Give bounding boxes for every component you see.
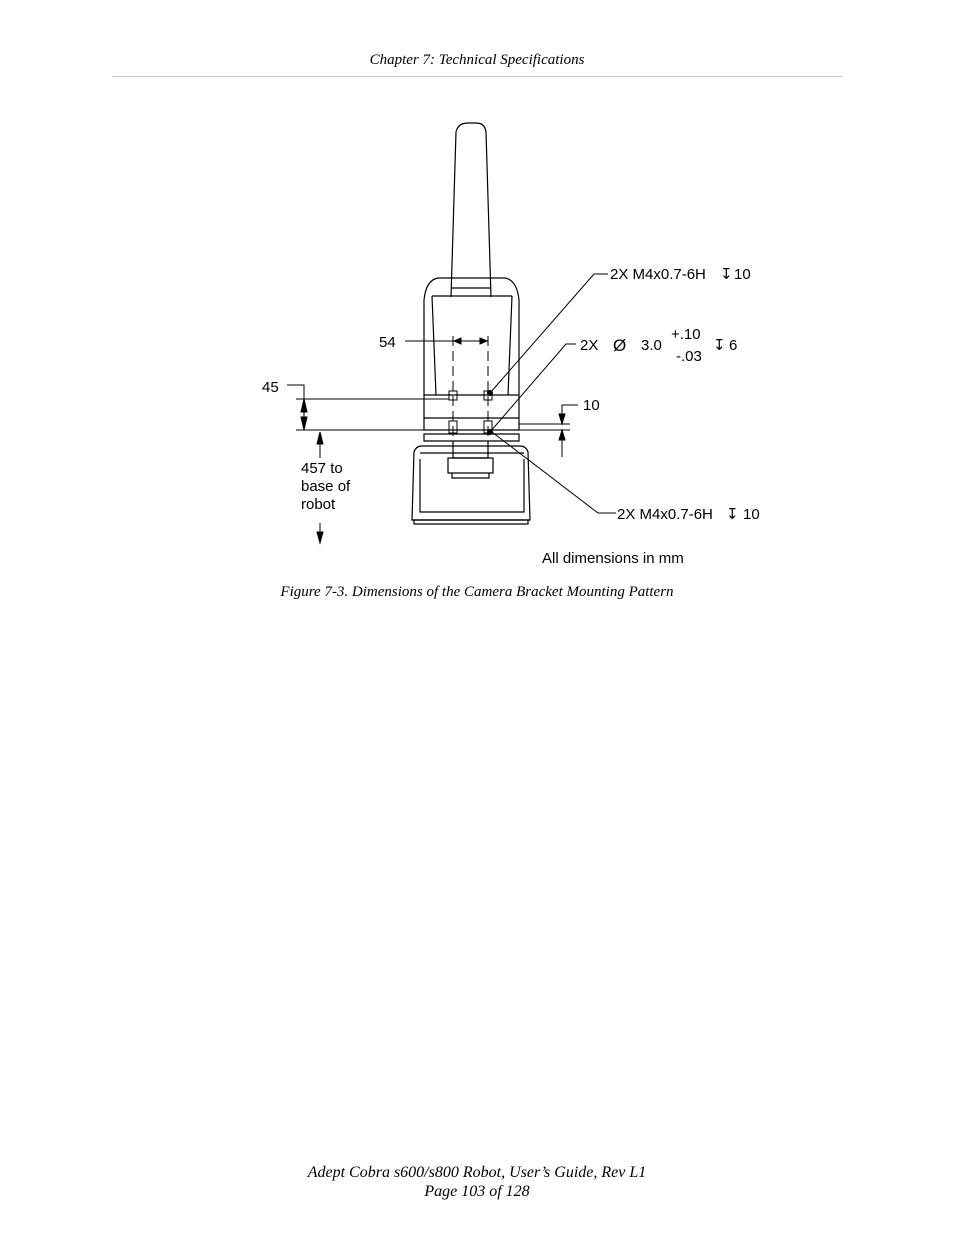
- bottom-thread-depth: 10: [743, 506, 760, 523]
- dim-base-line2: base of: [301, 478, 351, 495]
- pin-hole-count: 2X: [580, 337, 599, 354]
- depth-icon: ↧: [726, 506, 739, 523]
- running-head: Chapter 7: Technical Specifications: [369, 52, 585, 68]
- pin-hole-tol-minus: -.03: [676, 348, 702, 365]
- page-footer: [0, 1163, 954, 1201]
- pin-hole-depth: 6: [729, 337, 738, 354]
- dim-base-line1: 457 to: [301, 460, 343, 477]
- pin-hole-tol-plus: +.10: [671, 326, 701, 343]
- pin-hole-nominal: 3.0: [641, 337, 662, 354]
- bottom-thread-spec: 2X M4x0.7-6H: [617, 506, 713, 523]
- depth-icon: ↧: [713, 337, 726, 354]
- dim-vertical-spacing: 45: [262, 379, 279, 396]
- top-thread-depth: 10: [734, 266, 751, 283]
- robot-outline: [412, 123, 530, 524]
- hole-pattern: [287, 274, 616, 543]
- top-thread-spec: 2X M4x0.7-6H: [610, 266, 706, 283]
- footer-doc-title: Adept Cobra s600/s800 Robot, User’s Guide, Rev L1: [307, 1164, 647, 1181]
- dim-base-line3: robot: [301, 496, 336, 513]
- units-note: All dimensions in mm: [542, 550, 684, 567]
- dim-offset: 10: [583, 397, 600, 414]
- dim-horizontal-spacing: 54: [379, 334, 396, 351]
- figure-caption: Figure 7-3. Dimensions of the Camera Bracket Mounting Pattern: [280, 584, 674, 600]
- diameter-icon: Ø: [613, 336, 627, 355]
- depth-icon: ↧: [720, 266, 733, 283]
- footer-page-number: Page 103 of 128: [424, 1183, 530, 1200]
